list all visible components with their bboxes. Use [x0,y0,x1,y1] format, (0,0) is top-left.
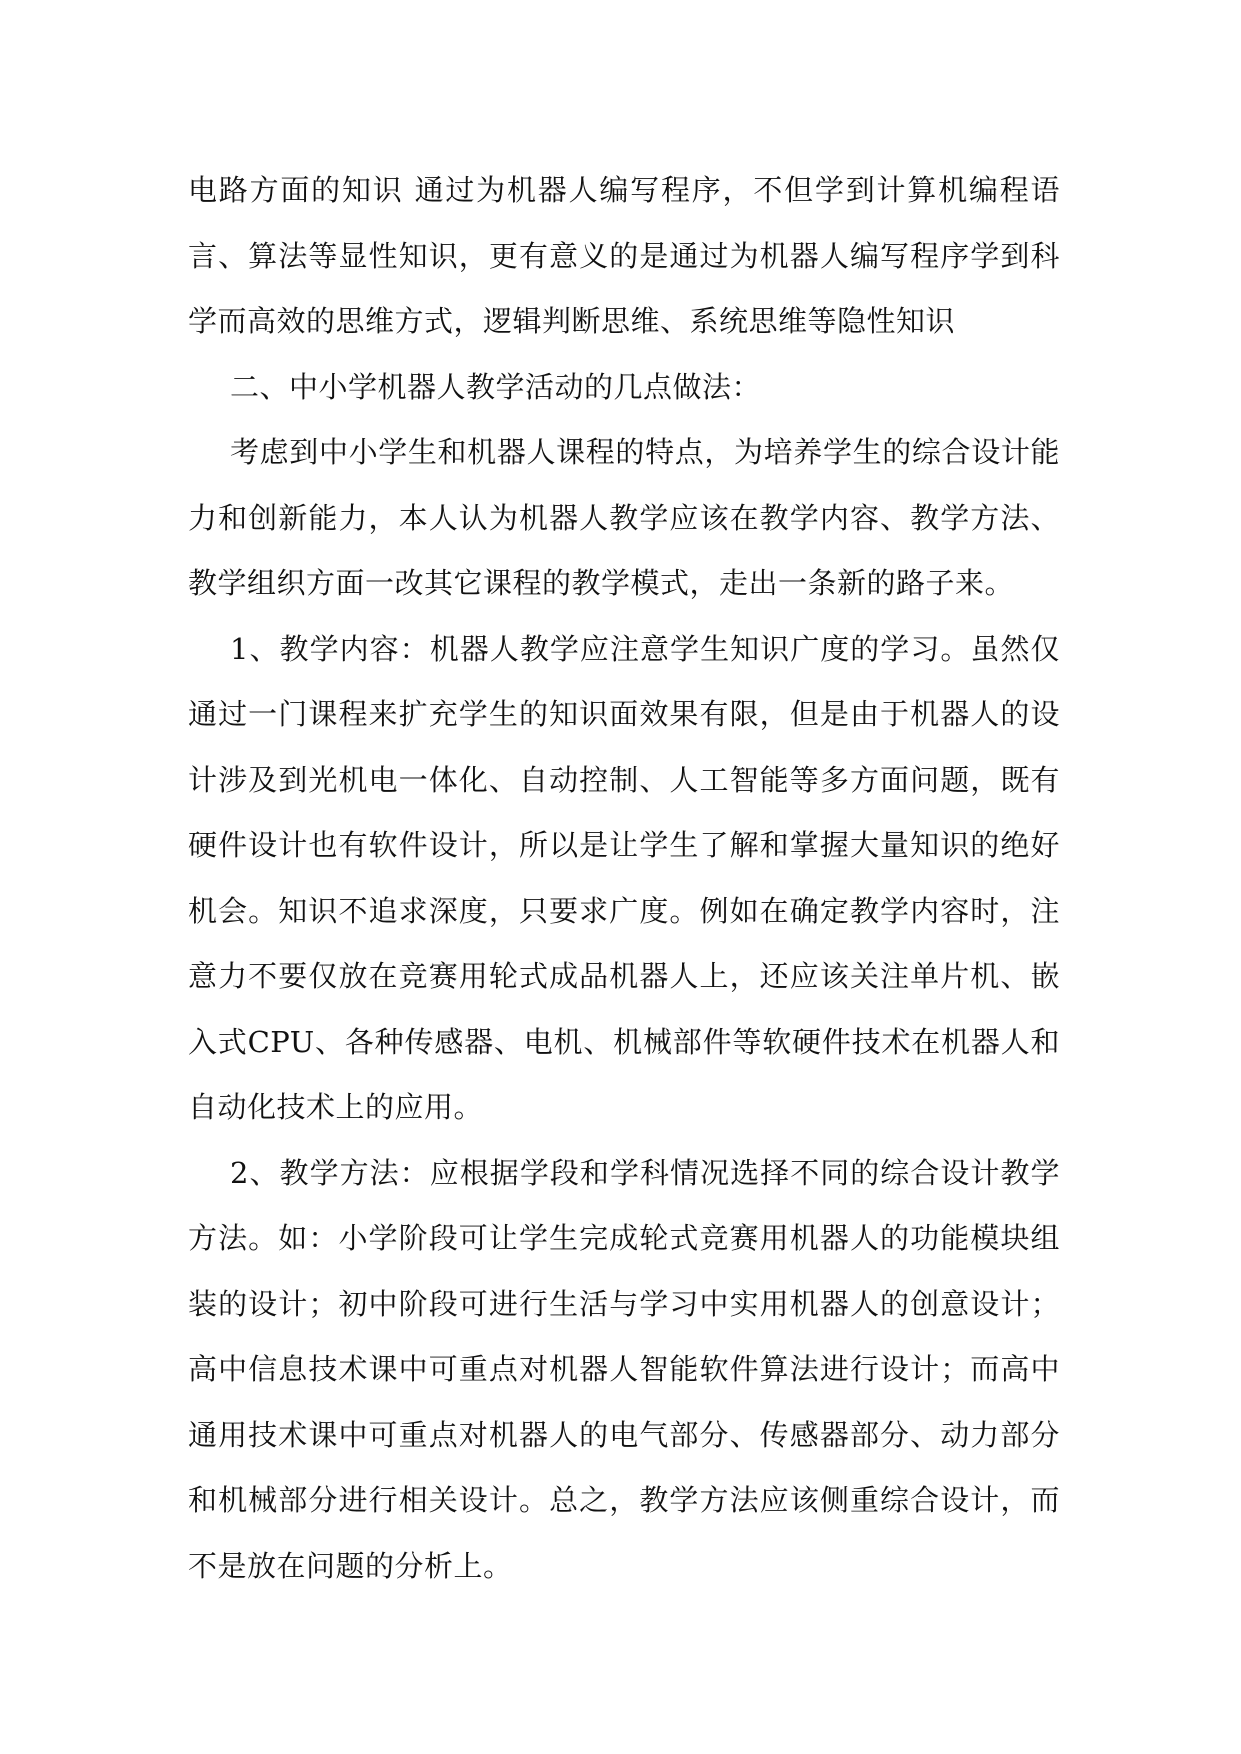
paragraph-teaching-method: 2、教学方法：应根据学段和学科情况选择不同的综合设计教学方法。如：小学阶段可让学生完成轮式竞赛用机器人的功能模块组装的设计；初中阶段可进行生活与学习中实用机器人的创意设计；高中信息技术课中可重点对机器人智能软件算法进行设计；而高中通用技术课中可重点对机器人的电气部分、传感器部分、动力部分和机械部分进行相关设计。总之，教学方法应该侧重综合设计，而不是放在问题的分析上。 [188,1155,1060,1583]
paragraph-intro: 考虑到中小学生和机器人课程的特点，为培养学生的综合设计能力和创新能力，本人认为机器人教学应该在教学内容、教学方法、教学组织方面一改其它课程的教学模式，走出一条新的路子来。 [188,435,1060,600]
document-body [188,158,1060,1599]
paragraph-continuation: 电路方面的知识 通过为机器人编写程序，不但学到计算机编程语言、算法等显性知识，更有意义的是通过为机器人编写程序学到科学而高效的思维方式，逻辑判断思维、系统思维等隐性知识 [188,173,1060,338]
paragraph-teaching-content: 1、教学内容：机器人教学应注意学生知识广度的学习。虽然仅通过一门课程来扩充学生的知识面效果有限，但是由于机器人的设计涉及到光机电一体化、自动控制、人工智能等多方面问题，既有硬件设计也有软件设计，所以是让学生了解和掌握大量知识的绝好机会。知识不追求深度，只要求广度。例如在确定教学内容时，注意力不要仅放在竞赛用轮式成品机器人上，还应该关注单片机、嵌入式CPU、各种传感器、电机、机械部件等软硬件技术在机器人和自动化技术上的应用。 [188,631,1060,1124]
section-heading: 二、中小学机器人教学活动的几点做法： [230,369,762,404]
